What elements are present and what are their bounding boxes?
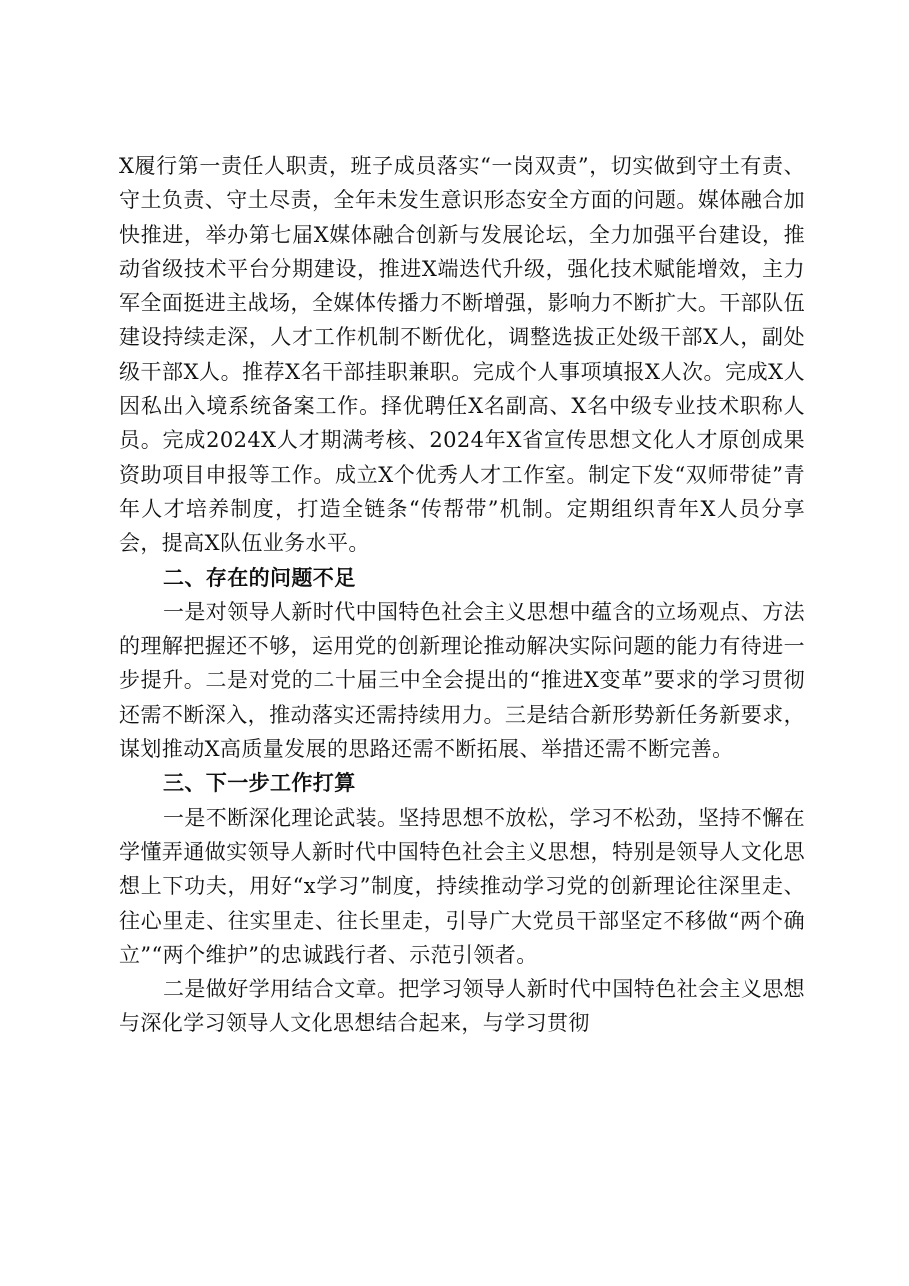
body-paragraph-theory: 一是不断深化理论武装。坚持思想不放松，学习不松劲，坚持不懈在学懂弄通做实领导人新时代中国特色社会主义思想，特别是领导人文化思想上下功夫，用好“x学习”制度，持续推动学习党的创新理论往深里走、往心里走、往实里走、往长里走，引导广大党员干部坚定不移做“两个确立”“两个维护”的忠诚践行者、示范引领者。 [119,805,805,967]
section-heading-next-steps: 三、下一步工作打算 [163,771,356,796]
body-paragraph-problems: 一是对领导人新时代中国特色社会主义思想中蕴含的立场观点、方法的理解把握还不够，运用党的创新理论推动解决实际问题的能力有待进一步提升。二是对党的二十届三中全会提出的“推进X变革”要求的学习贯彻还需不断深入，推动落实还需持续用力。三是结合新形势新任务新要求，谋划推动X高质量发展的思路还需不断拓展、举措还需不断完善。 [119,599,805,762]
section-heading-problems: 二、存在的问题不足 [163,565,356,590]
document-page [119,149,805,1041]
body-paragraph-study-application: 二是做好学用结合文章。把学习领导人新时代中国特色社会主义思想与深化学习领导人文化思想结合起来，与学习贯彻 [119,977,805,1036]
body-paragraph-continuation: X履行第一责任人职责，班子成员落实“一岗双责”，切实做到守土有责、守土负责、守土尽责，全年未发生意识形态安全方面的问题。媒体融合加快推进，举办第七届X媒体融合创新与发展论坛，全力加强平台建设，推动省级技术平台分期建设，推进X端迭代升级，强化技术赋能增效，主力军全面挺进主战场，全媒体传播力不断增强，影响力不断扩大。干部队伍建设持续走深，人才工作机制不断优化，调整选拔正处级干部X人，副处级干部X人。推荐X名干部挂职兼职。完成个人事项填报X人次。完成X人因私出入境系统备案工作。择优聘任X名副高、X名中级专业技术职称人员。完成2024X人才期满考核、2024年X省宣传思想文化人才原创成果资助项目申报等工作。成立X个优秀人才工作室。制定下发“双师带徒”青年人才培养制度，打造全链条“传帮带”机制。定期组织青年X人员分享会，提高X队伍业务水平。 [119,154,805,556]
